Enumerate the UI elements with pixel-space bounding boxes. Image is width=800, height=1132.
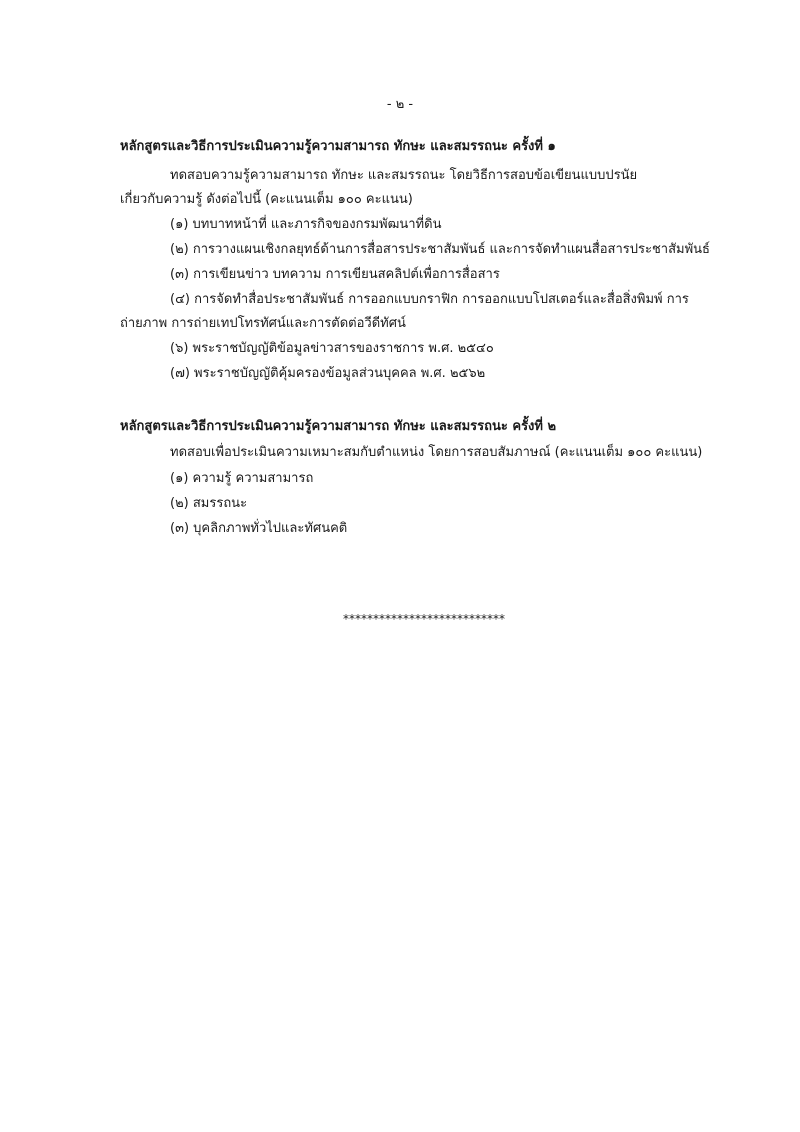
section1-item-4: (๔) การจัดทำสื่อประชาสัมพันธ์ การออกแบบกราฟิก การออกแบบโปสเตอร์และสื่อสิ่งพิมพ์ การ bbox=[170, 292, 689, 307]
section1-item-7: (๗) พระราชบัญญัติคุ้มครองข้อมูลส่วนบุคคล พ.ศ. ๒๕๖๒ bbox=[170, 366, 486, 381]
page-number: - ๒ - bbox=[386, 97, 414, 112]
section1-heading: หลักสูตรและวิธีการประเมินความรู้ความสามารถ ทักษะ และสมรรถนะ ครั้งที่ ๑ bbox=[120, 139, 556, 154]
section1-item-3: (๓) การเขียนข่าว บทความ การเขียนสคลิปต์เพื่อการสื่อสาร bbox=[170, 267, 500, 282]
section1-item-1: (๑) บทบาทหน้าที่ และภารกิจของกรมพัฒนาที่ดิน bbox=[170, 217, 442, 232]
section2-intro: ทดสอบเพื่อประเมินความเหมาะสมกับตำแหน่ง โดยการสอบสัมภาษณ์ (คะแนนเต็ม ๑๐๐ คะแนน) bbox=[170, 445, 703, 460]
section2-item-1: (๑) ความรู้ ความสามารถ bbox=[170, 471, 314, 486]
section1-intro-line1: ทดสอบความรู้ความสามารถ ทักษะ และสมรรถนะ โดยวิธีการสอบข้อเขียนแบบปรนัย bbox=[170, 168, 638, 183]
section2-heading: หลักสูตรและวิธีการประเมินความรู้ความสามารถ ทักษะ และสมรรถนะ ครั้งที่ ๒ bbox=[120, 419, 557, 434]
asterisk-separator: *************************** bbox=[343, 612, 505, 626]
section1-item-4-continuation: ถ่ายภาพ การถ่ายเทปโทรทัศน์และการตัดต่อวีดีทัศน์ bbox=[120, 316, 406, 331]
section2-item-2: (๒) สมรรถนะ bbox=[170, 496, 248, 511]
section1-item-2: (๒) การวางแผนเชิงกลยุทธ์ด้านการสื่อสารประชาสัมพันธ์ และการจัดทำแผนสื่อสารประชาสัมพันธ์ bbox=[170, 242, 710, 257]
section1-item-6: (๖) พระราชบัญญัติข้อมูลข่าวสารของราชการ พ.ศ. ๒๕๔๐ bbox=[170, 341, 494, 356]
section1-intro-line2: เกี่ยวกับความรู้ ดังต่อไปนี้ (คะแนนเต็ม ๑๐๐ คะแนน) bbox=[120, 192, 413, 207]
section2-item-3: (๓) บุคลิกภาพทั่วไปและทัศนคติ bbox=[170, 521, 348, 536]
